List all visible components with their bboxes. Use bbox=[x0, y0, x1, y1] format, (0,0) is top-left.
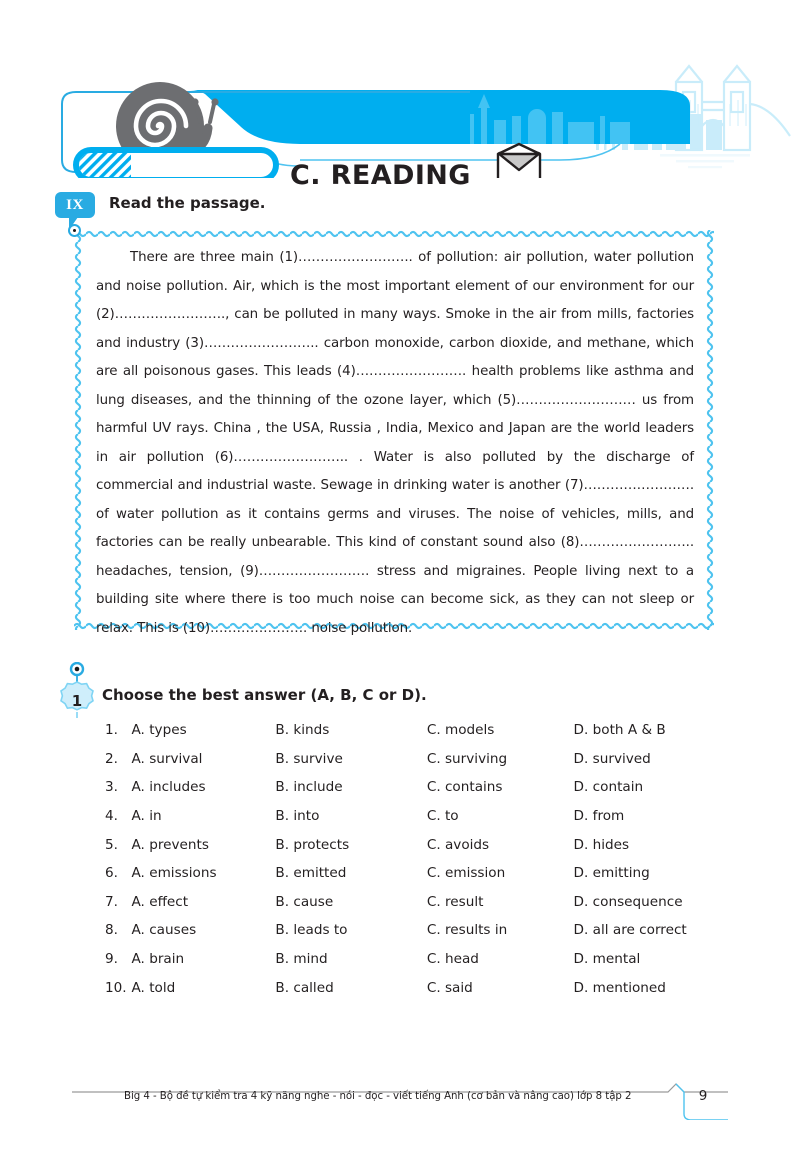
answer-option-b[interactable]: B. include bbox=[275, 779, 343, 796]
answer-row-number: 1. bbox=[105, 722, 118, 739]
answer-options-grid bbox=[105, 716, 725, 1002]
answer-row-number: 7. bbox=[105, 893, 118, 910]
table-row bbox=[105, 973, 725, 1002]
exercise-number-badge: IX bbox=[55, 192, 95, 218]
question-instruction: Choose the best answer (A, B, C or D). bbox=[102, 686, 427, 704]
answer-option-c[interactable]: C. avoids bbox=[426, 836, 490, 853]
answer-option-c[interactable]: C. emission bbox=[426, 865, 506, 882]
answer-row-number: 8. bbox=[105, 922, 118, 939]
answer-option-a[interactable]: A. told bbox=[131, 979, 176, 996]
answer-option-c[interactable]: C. surviving bbox=[426, 750, 508, 767]
question-number: 1 bbox=[71, 692, 83, 710]
answer-row-number: 4. bbox=[105, 808, 118, 825]
table-row bbox=[105, 916, 725, 945]
answer-option-b[interactable]: B. cause bbox=[275, 893, 334, 910]
page-title: C. READING bbox=[290, 160, 471, 191]
banner-blue-bar bbox=[150, 90, 690, 144]
envelope-icon bbox=[498, 144, 540, 178]
answer-option-b[interactable]: B. mind bbox=[275, 951, 328, 968]
answer-option-b[interactable]: B. survive bbox=[275, 750, 343, 767]
answer-row-number: 5. bbox=[105, 836, 118, 853]
footer-book-title: Big 4 - Bộ đề tự kiểm tra 4 kỹ năng nghe - nói - đọc - viết tiếng Anh (cơ bản và nâng cao) lớp 8 tập 2 bbox=[124, 1091, 632, 1102]
answer-option-d[interactable]: D. mentioned bbox=[573, 979, 666, 996]
answer-option-b[interactable]: B. into bbox=[275, 808, 320, 825]
answer-row-number: 6. bbox=[105, 865, 118, 882]
answer-row-number: 10. bbox=[105, 979, 127, 996]
answer-option-b[interactable]: B. emitted bbox=[275, 865, 347, 882]
table-row bbox=[105, 773, 725, 802]
answer-row-number: 2. bbox=[105, 750, 118, 767]
answer-row-number: 9. bbox=[105, 951, 118, 968]
answer-option-d[interactable]: D. both A & B bbox=[573, 722, 666, 739]
answer-option-a[interactable]: A. survival bbox=[131, 750, 203, 767]
answer-option-d[interactable]: D. survived bbox=[573, 750, 651, 767]
answer-option-d[interactable]: D. mental bbox=[573, 951, 641, 968]
answer-option-a[interactable]: A. emissions bbox=[131, 865, 217, 882]
answer-option-d[interactable]: D. hides bbox=[573, 836, 630, 853]
table-row bbox=[105, 830, 725, 859]
answer-option-b[interactable]: B. called bbox=[275, 979, 334, 996]
answer-option-a[interactable]: A. in bbox=[131, 808, 162, 825]
passage-corner-dot bbox=[68, 224, 81, 237]
page-footer bbox=[72, 1080, 728, 1120]
answer-option-a[interactable]: A. types bbox=[131, 722, 187, 739]
answer-row-number: 3. bbox=[105, 779, 118, 796]
answer-option-c[interactable]: C. to bbox=[426, 808, 459, 825]
answer-option-b[interactable]: B. leads to bbox=[275, 922, 348, 939]
page-header bbox=[0, 48, 800, 191]
answer-option-b[interactable]: B. kinds bbox=[275, 722, 330, 739]
table-row bbox=[105, 888, 725, 917]
header-swoosh bbox=[300, 144, 620, 160]
table-row bbox=[105, 745, 725, 774]
answer-option-c[interactable]: C. result bbox=[426, 893, 484, 910]
answer-option-d[interactable]: D. all are correct bbox=[573, 922, 687, 939]
table-row bbox=[105, 945, 725, 974]
table-row bbox=[105, 802, 725, 831]
answer-option-c[interactable]: C. results in bbox=[426, 922, 508, 939]
question-badge bbox=[58, 662, 102, 720]
answer-option-a[interactable]: A. effect bbox=[131, 893, 189, 910]
answer-option-d[interactable]: D. consequence bbox=[573, 893, 683, 910]
exercise-instruction: Read the passage. bbox=[109, 194, 266, 212]
passage-text: There are three main (1)…………………….. of pollution: air pollution, water pollution and noise pollution. Air, which is the most important element of our environment for our (2)……………………., can be polluted in many ways. Smoke in the air from mills, factories and industry (3)…………………….. carbon monoxide, carbon dioxide, and methane, which are all poisonous gases. This leads (4)……………………. health problems like asthma and lung diseases, and the thinning of the ozone layer, which (5)……………………… us from harmful UV rays. China , the USA, Russia , India, Mexico and Japan are the world leaders in air pollution (6)…………………….. . Water is also polluted by the discharge of commercial and industrial waste. Sewage in drinking water is another (7)……………………. of water pollution as it contains germs and viruses. The noise of vehicles, mills, and factories can be really unbearable. This kind of constant sound also (8)…………………….. headaches, tension, (9)……………………. stress and migraines. People living next to a building site where there is too much noise can become sick, as they can not sleep or relax. This is (10)…………………. noise pollution. bbox=[96, 250, 694, 636]
answer-option-a[interactable]: A. includes bbox=[131, 779, 206, 796]
answer-option-d[interactable]: D. contain bbox=[573, 779, 644, 796]
answer-option-a[interactable]: A. brain bbox=[131, 951, 185, 968]
page-number: 9 bbox=[698, 1088, 708, 1104]
answer-option-d[interactable]: D. from bbox=[573, 808, 625, 825]
header-pill bbox=[76, 150, 276, 178]
answer-option-c[interactable]: C. contains bbox=[426, 779, 503, 796]
table-row bbox=[105, 859, 725, 888]
passage-box bbox=[74, 230, 714, 636]
answer-option-b[interactable]: B. protects bbox=[275, 836, 350, 853]
answer-option-c[interactable]: C. models bbox=[426, 722, 495, 739]
answer-option-c[interactable]: C. head bbox=[426, 951, 479, 968]
exercise-heading bbox=[55, 192, 755, 232]
answer-option-d[interactable]: D. emitting bbox=[573, 865, 650, 882]
answer-option-a[interactable]: A. causes bbox=[131, 922, 197, 939]
table-row bbox=[105, 716, 725, 745]
answer-option-a[interactable]: A. prevents bbox=[131, 836, 209, 853]
header-banner-graphic bbox=[0, 48, 800, 178]
answer-option-c[interactable]: C. said bbox=[426, 979, 473, 996]
